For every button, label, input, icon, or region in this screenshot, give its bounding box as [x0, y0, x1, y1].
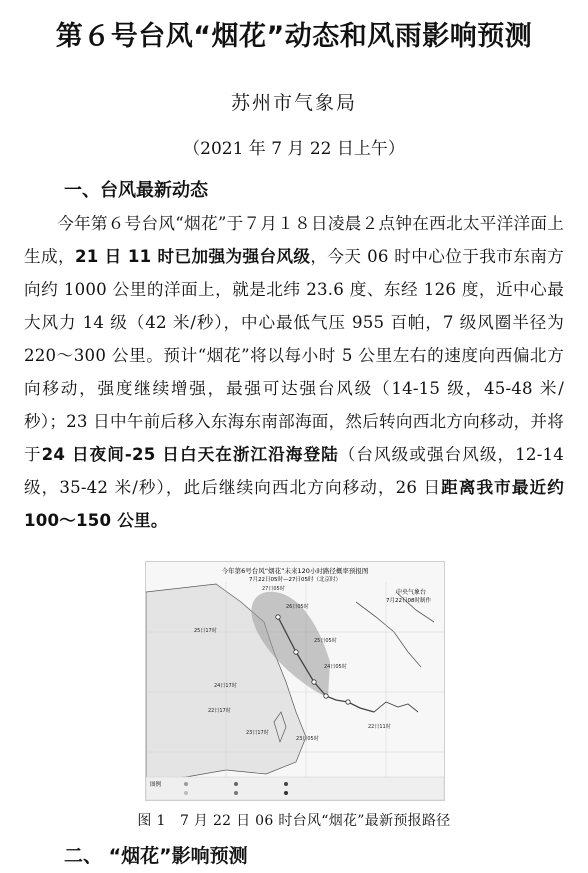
legend-swatch — [234, 791, 238, 795]
document-title: 第６号台风“烟花”动态和风雨影响预测 — [55, 21, 533, 52]
legend-swatch — [284, 791, 288, 795]
map-issue-time: 7月22日08时制作 — [386, 598, 431, 604]
label-25d05: 25日05时 — [314, 638, 337, 644]
label-24d05: 24日05时 — [324, 664, 347, 670]
map-title: 今年第6号台风“烟花”未来120小时路径概率预报图 — [221, 567, 369, 575]
legend-strip — [146, 777, 444, 800]
paragraph-text-3: （台风级或强台风级，12-14 级，35-42 米/秒），此后继续向西北方向移动，26 日 — [24, 445, 565, 497]
forecast-point — [294, 650, 298, 654]
section-heading-2: 二、 “烟花”影响预测 — [64, 845, 248, 867]
typhoon-dynamics-paragraph — [24, 207, 564, 537]
map-agency: 中央气象台 — [396, 589, 427, 596]
forecast-point — [324, 694, 328, 698]
paragraph-text-1: 今年第６号台风“烟花”于７月１８日凌晨２点钟在西北太平洋洋面上生成， — [24, 214, 564, 266]
label-22d11: 22日11时 — [368, 724, 391, 730]
label-27d05: 27日05时 — [262, 586, 285, 592]
paragraph-text-2: ，今天 06 时中心位于我市东南方向约 1000 公里的洋面上，就是北纬 23.6 度、东经 126 度，近中心最大风力 14 级（42 米/秒），中心最低气压 955 百帕，7 级风圈半径为 220～300 公里。预计“烟花”将以每小时 5 公里左右的速度向西偏北方向移动，强度继续增强，最强可达强台风级（14-15 级，45-48 米/秒）；23 日中午前后移入东海东南部海面，然后转向西北方向移动，并将于 — [24, 247, 564, 464]
forecast-point — [346, 700, 350, 704]
paragraph-bold-1: 21 日 11 时已加强为强台风级 — [74, 247, 311, 266]
issuing-organization: 苏州市气象局 — [230, 92, 357, 114]
track-map-svg — [146, 562, 444, 800]
typhoon-track-map — [145, 561, 445, 801]
paragraph-bold-3: 距离我市最近约 100～150 公里。 — [24, 478, 564, 530]
section-heading-1: 一、台风最新动态 — [64, 180, 208, 201]
legend-swatch — [284, 782, 288, 786]
past-track-line — [374, 702, 418, 712]
legend-swatch — [234, 782, 238, 786]
legend-swatch — [184, 782, 188, 786]
legend-label: 图例 — [150, 782, 162, 788]
forecast-point — [276, 615, 280, 619]
label-23d17: 23日17时 — [246, 730, 269, 736]
map-subtitle: 7月22日05时—27日05时（北京时） — [249, 577, 341, 583]
label-25d17: 25日17时 — [194, 628, 217, 634]
issue-date: （2021 年 7 月 22 日上午） — [183, 139, 405, 159]
legend-swatch — [184, 791, 188, 795]
label-26d05: 26日05时 — [286, 604, 309, 610]
paragraph-bold-2: 24 日夜间-25 日白天在浙江沿海登陆 — [41, 445, 339, 464]
label-22d17: 22日17时 — [208, 708, 231, 714]
label-23d05: 23日05时 — [296, 736, 319, 742]
forecast-point — [312, 680, 316, 684]
label-24d17: 24日17时 — [214, 683, 237, 689]
figure-caption: 图 1 7 月 22 日 06 时台风“烟花”最新预报路径 — [137, 813, 451, 829]
